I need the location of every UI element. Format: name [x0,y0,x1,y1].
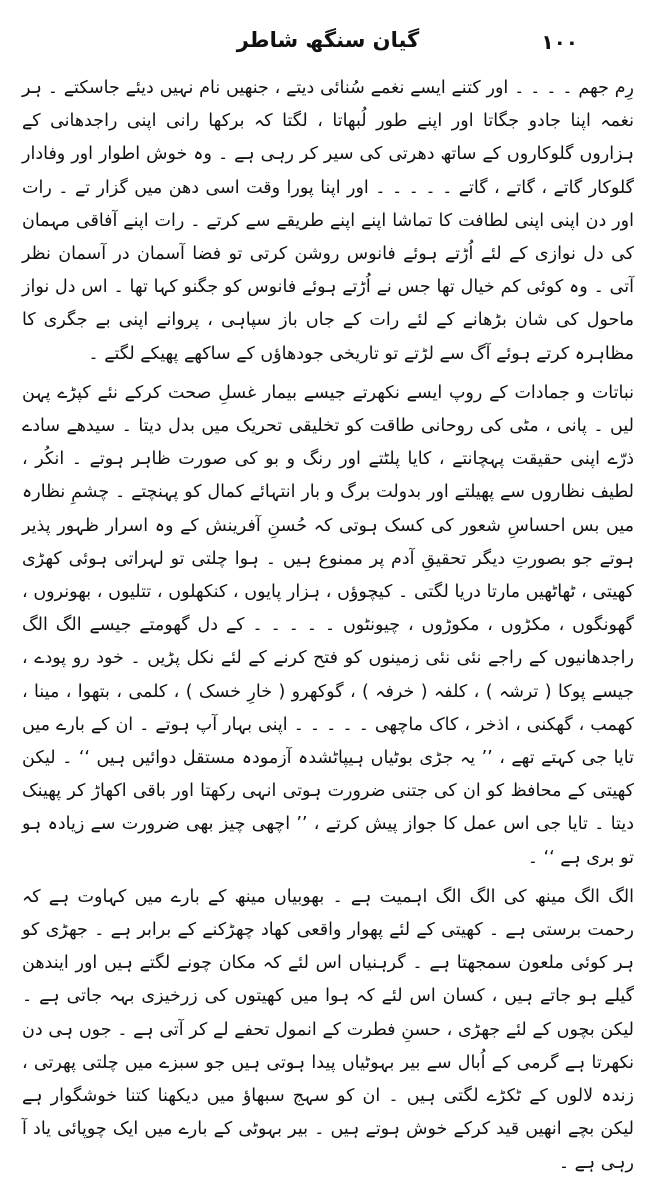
body-text [22,72,634,1180]
paragraph-2: نباتات و جمادات کے روپ ایسے نکھرتے جیسے بیمار غسلِ صحت کرکے نئے کپڑے پہن لیں ۔ پانی ، مٹی کی روحانی طاقت کو تخلیقی تحریک میں بدل دیتا ۔ سیدھے سادے ذرّے اپنی حقیقت پہچانتے ، کایا پلٹتے اور رنگ و بو کی صورت ظاہر ہوتے ۔ انکُر ، لطیف نظاروں سے پھیلتے اور بدولت برگ و بار انتہائے کمال کو پہنچتے ۔ چشمِ نظارہ میں بس احساسِ شعور کی کسک ہوتی کہ حُسنِ آفرینش کے وہ اسرار ظہور پذیر ہوتے جو بصورتِ دیگر تحقیقِ آدم پر ممنوع ہیں ۔ ہوا چلتی تو لہراتی ہوئی کھڑی کھیتی ، ٹھاٹھیں مارتا دریا لگتی ۔ کیچوؤں ، ہزار پایوں ، کنکھلوں ، تتلیوں ، بھونروں ، گھونگوں ، مکڑوں ، مکوڑوں ، چیونٹوں ۔ ۔ ۔ ۔ ۔ کے دل گھومتے جیسے الگ الگ راجدھانیوں کے راجے نئی نئی زمینوں کو فتح کرنے کے لئے نکل پڑیں ۔ خود رو پودے ، جیسے پوکا ( ترشہ ) ، کلفہ ( خرفہ ) ، گوکھرو ( خارِ خسک ) ، کلمی ، بتھوا ، مینا ، کھمب ، گھکنی ، اذخر ، کاک ماچھی ۔ ۔ ۔ ۔ ۔ اپنی بہار آپ ہوتے ۔ ان کے بارے میں تایا جی کہتے تھے ، ’’ یہ جڑی بوٹیاں ہیپاٹشدہ آزمودہ مستقل دوائیں ہیں ‘‘ ۔ لیکن کھیتی کے محافظ کو ان کی جتنی ضرورت ہوتی انہی رکھتا اور باقی اکھاڑ کر پھینک دیتا ۔ تایا جی اس عمل کا جواز پیش کرتے ، ’’ اچھی چیز بھی ضرورت سے زیادہ ہو تو بری ہے ‘‘ ۔ [22,382,634,868]
page-number: ۱۰۰ [541,30,578,54]
page-header [22,26,634,66]
running-title: گیان سنگھ شاطر [236,28,420,52]
paragraph-3: الگ الگ مینھ کی الگ الگ اہمیت ہے ۔ بھوبیاں مینھ کے بارے میں کہاوت ہے کہ رحمت برستی ہے ۔ کھیتی کے لئے پھوار واقعی کھاد چھڑکنے کے برابر ہے ۔ جھڑی کو ہر کوئی ملعون سمجھتا ہے ۔ گرہنیاں اس لئے کہ مکان چونے لگتے ہیں اور ایندھن گیلے ہو جاتے ہیں ، کسان اس لئے کہ ہوا میں کھیتوں کی زرخیزی بہہ جاتی ہے ۔ لیکن بچوں کے لئے جھڑی ، حسنِ فطرت کے انمول تحفے لے کر آتی ہے ۔ جوں ہی دن نکھرتا ہے گرمی کے اُبال سے بیر بہوٹیاں پیدا ہوتی ہیں جو سبزے میں چلتی پھرتی ، زندہ لالوں کے ٹکڑے لگتی ہیں ۔ ان کو سہج سبھاؤ میں دیکھنا کتنا خوشگوار ہے لیکن بچے انھیں قید کرکے خوش ہوتے ہیں ۔ بیر بہوٹی کے بارے میں ایک چوپائی یاد آ رہی ہے ۔ [22,886,634,1173]
paragraph-1: رِم جھم ۔ ۔ ۔ ۔ اور کتنے ایسے نغمے سُنائی دیتے ، جنھیں نام نہیں دیئے جاسکتے ۔ ہر نغمہ اپنا جادو جگاتا اور اپنے طور لُبھاتا ، لگتا کہ برکھا رانی اپنی راجدھانی کے ہزاروں گلوکاروں کے ساتھ دھرتی کی سیر کر رہی ہے ۔ وہ خوش اطوار اور وفادار گلوکار گاتے ، گاتے ، گاتے ۔ ۔ ۔ ۔ ۔ اور اپنا پورا وقت اسی دھن میں گزار تے ۔ رات اور دن اپنی اپنی لطافت کا تماشا اپنے اپنے طریقے سے کرتے ۔ رات اپنے آفاقی مہمان کی دل نوازی کے لئے اُڑتے ہوئے فانوس روشن کرتی تو فضا آسمان در آسمان نظر آتی ۔ وہ کوئی کم خیال تھا جس نے اُڑتے ہوئے فانوس کو جگنو کہا تھا ۔ اس دل نواز ماحول کی شان بڑھانے کے لئے رات کے جاں باز سپاہی ، پروانے اپنی بے جگری کا مظاہرہ کرتے ہوئے آگ سے لڑتے تو تاریخی جودھاؤں کے ساکھے پھیکے لگتے ۔ [22,78,634,364]
